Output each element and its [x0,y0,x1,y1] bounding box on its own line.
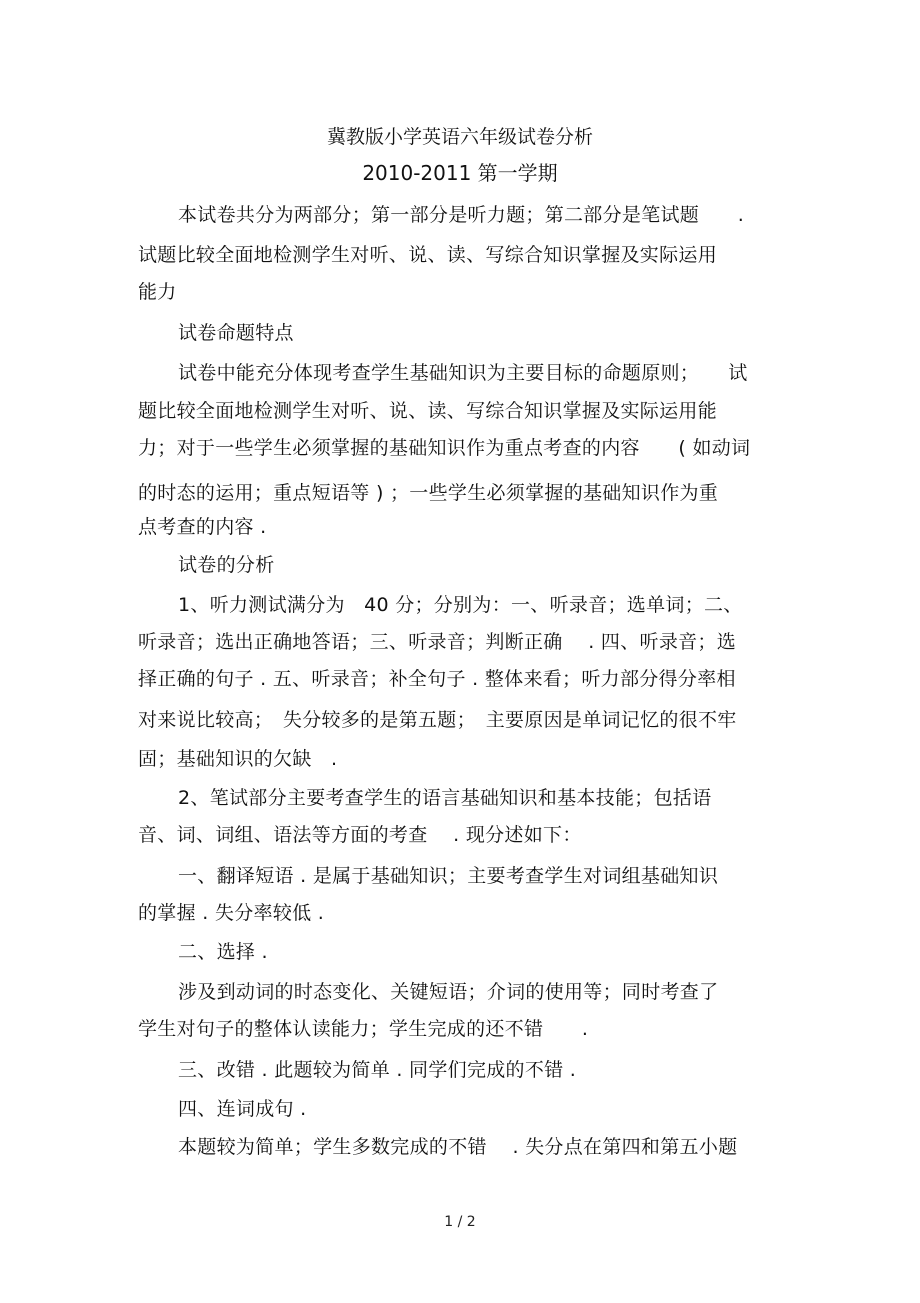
body-line: 试题比较全面地检测学生对听、说、读、写综合知识掌握及实际运用 [138,244,718,266]
body-line: 学生对句子的整体认读能力；学生完成的还不错 . [138,1018,589,1040]
body-line: 题比较全面地检测学生对听、说、读、写综合知识掌握及实际运用能 [138,400,718,422]
body-line: 固；基础知识的欠缺 . [138,748,338,770]
page-number: 1 / 2 [444,1214,476,1230]
body-line: 的时态的运用；重点短语等 ) ；一些学生必须掌握的基础知识作为重 [138,482,719,504]
body-line: 本题较为简单；学生多数完成的不错 . 失分点在第四和第五小题 [178,1136,738,1158]
body-line: 涉及到动词的时态变化、关键短语；介词的使用等；同时考查了 [178,981,719,1003]
body-line: 二、选择 . [178,941,268,963]
body-line: 能力 [138,281,177,303]
body-line: 一、翻译短语 . 是属于基础知识；主要考查学生对词组基础知识 [178,865,719,887]
document-subtitle: 2010-2011 第一学期 [362,161,558,185]
document-title: 冀教版小学英语六年级试卷分析 [326,126,593,148]
body-line: 对来说比较高； 失分较多的是第五题； 主要原因是单词记忆的很不牢 [138,709,737,731]
body-line: 试卷中能充分体现考查学生基础知识为主要目标的命题原则； 试 [178,362,748,384]
body-line: 1、听力测试满分为 40 分；分别为：一、听录音；选单词；二、 [178,594,743,616]
body-line: 力；对于一些学生必须掌握的基础知识作为重点考查的内容 ( 如动词 [138,437,751,459]
body-line: 择正确的句子 . 五、听录音；补全句子 . 整体来看；听力部分得分率相 [138,668,736,690]
body-line: 本试卷共分为两部分；第一部分是听力题；第二部分是笔试题 . [178,204,745,226]
body-line: 四、连词成句 . [178,1098,307,1120]
body-line: 的掌握 . 失分率较低 . [138,902,325,924]
body-line: 音、词、词组、语法等方面的考查 . 现分述如下： [138,824,582,846]
body-line: 点考查的内容 . [138,516,267,538]
body-line: 三、改错 . 此题较为简单 . 同学们完成的不错 . [178,1059,577,1081]
section-heading: 试卷命题特点 [178,322,294,344]
body-line: 听录音；选出正确地答语；三、听录音；判断正确 . 四、听录音；选 [138,631,737,653]
section-heading: 试卷的分析 [178,554,275,576]
body-line: 2、笔试部分主要考查学生的语言基础知识和基本技能；包括语 [178,787,712,809]
